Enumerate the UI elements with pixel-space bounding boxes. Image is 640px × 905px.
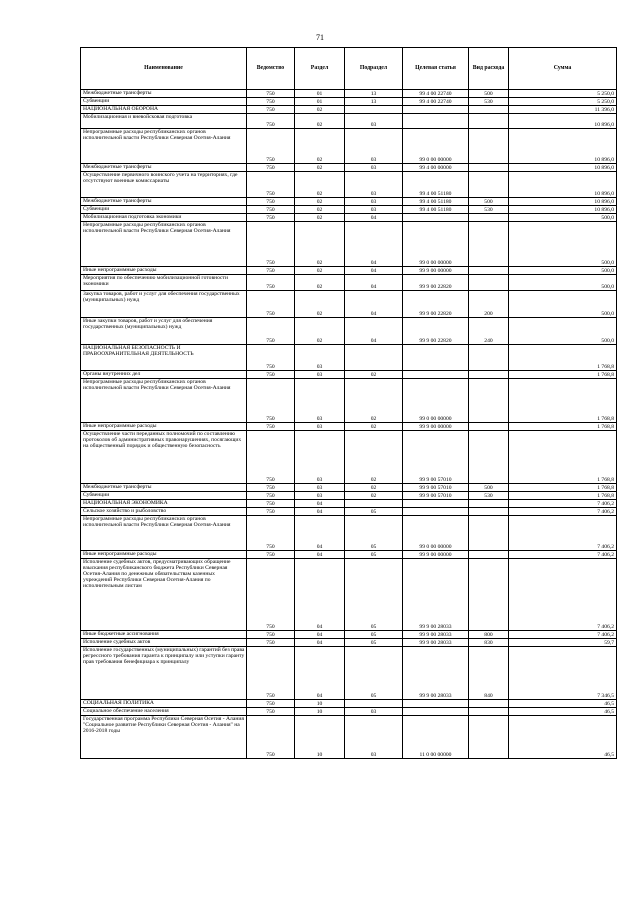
table-row [81,516,617,551]
cell-section: 02 [295,164,345,172]
cell-section: 02 [295,106,345,114]
cell-expense-type [469,700,509,708]
cell-section: 02 [295,114,345,129]
cell-expense-type: 830 [469,639,509,647]
cell-amount: 7 406,2 [509,500,617,508]
cell-subsection: 03 [345,172,403,198]
cell-department: 750 [247,371,295,379]
cell-target-article [403,500,469,508]
table-header-row [81,48,617,90]
cell-expense-type: 500 [469,198,509,206]
cell-name: Социальное обеспечение населения [81,708,247,716]
cell-name: Межбюджетные трансферты [81,198,247,206]
cell-amount: 7 406,2 [509,508,617,516]
cell-subsection: 05 [345,508,403,516]
cell-target-article [403,508,469,516]
cell-department: 750 [247,559,295,631]
cell-expense-type [469,716,509,759]
cell-amount: 7 346,5 [509,647,617,700]
cell-target-article: 99 9 00 28033 [403,631,469,639]
cell-target-article [403,114,469,129]
cell-expense-type [469,508,509,516]
header-name: Наименование [81,48,247,90]
cell-expense-type [469,214,509,222]
table-row [81,345,617,371]
cell-target-article: 99 9 00 28033 [403,559,469,631]
cell-amount: 500,0 [509,214,617,222]
table-row [81,716,617,759]
cell-name: Исполнение судебных актов [81,639,247,647]
cell-name: Субвенции [81,206,247,214]
cell-subsection: 04 [345,318,403,345]
cell-name: Сельское хозяйство и рыболовство [81,508,247,516]
cell-department: 750 [247,431,295,484]
cell-department: 750 [247,206,295,214]
header-section: Раздел [295,48,345,90]
cell-amount: 46,5 [509,716,617,759]
cell-expense-type [469,164,509,172]
cell-target-article [403,214,469,222]
cell-amount: 1 768,8 [509,345,617,371]
cell-expense-type [469,275,509,291]
cell-department: 750 [247,90,295,98]
cell-expense-type: 800 [469,631,509,639]
cell-target-article [403,700,469,708]
cell-name: Органы внутренних дел [81,371,247,379]
cell-amount: 1 768,8 [509,371,617,379]
cell-amount: 500,0 [509,267,617,275]
cell-subsection: 03 [345,198,403,206]
cell-target-article: 99 0 00 00000 [403,222,469,267]
cell-section: 02 [295,318,345,345]
cell-name: Мобилизационная и вневойсковая подготовка [81,114,247,129]
table-row [81,164,617,172]
table-row [81,90,617,98]
cell-section: 04 [295,516,345,551]
cell-section: 03 [295,492,345,500]
cell-amount: 1 768,8 [509,492,617,500]
cell-department: 750 [247,172,295,198]
cell-subsection: 03 [345,164,403,172]
cell-name: Мобилизационная подготовка экономики [81,214,247,222]
cell-name: СОЦИАЛЬНАЯ ПОЛИТИКА [81,700,247,708]
cell-name: НАЦИОНАЛЬНАЯ ОБОРОНА [81,106,247,114]
cell-expense-type [469,559,509,631]
cell-subsection [345,700,403,708]
cell-amount: 500,0 [509,318,617,345]
cell-section: 04 [295,559,345,631]
cell-expense-type: 200 [469,291,509,318]
cell-department: 750 [247,291,295,318]
cell-name: Мероприятия по обеспечению мобилизационной готовности экономики [81,275,247,291]
cell-target-article: 99 9 00 22820 [403,318,469,345]
cell-subsection: 13 [345,98,403,106]
table-row [81,222,617,267]
cell-section: 04 [295,631,345,639]
cell-department: 750 [247,275,295,291]
table-row [81,492,617,500]
cell-subsection [345,345,403,371]
cell-section: 03 [295,345,345,371]
cell-target-article [403,371,469,379]
table-row [81,114,617,129]
table-row [81,291,617,318]
cell-department: 750 [247,551,295,559]
header-target-article: Целевая статья [403,48,469,90]
cell-amount: 59,7 [509,639,617,647]
cell-expense-type [469,371,509,379]
cell-department: 750 [247,639,295,647]
cell-amount: 10 896,0 [509,206,617,214]
cell-target-article: 99 4 00 51180 [403,206,469,214]
cell-section: 02 [295,198,345,206]
cell-expense-type [469,379,509,423]
cell-section: 02 [295,172,345,198]
table-row [81,500,617,508]
cell-name: Непрограммные расходы республиканских органов исполнительной власти Республики Северная Осетия-Алания [81,379,247,423]
cell-target-article: 99 4 00 51180 [403,172,469,198]
cell-subsection: 02 [345,379,403,423]
cell-name: Иные непрограммные расходы [81,267,247,275]
table-row [81,551,617,559]
cell-section: 10 [295,716,345,759]
table-row [81,206,617,214]
cell-subsection: 04 [345,222,403,267]
cell-name: Непрограммные расходы республиканских органов исполнительной власти Республики Северная Осетия-Алания [81,516,247,551]
cell-subsection: 04 [345,214,403,222]
table-row [81,275,617,291]
cell-subsection: 04 [345,291,403,318]
cell-amount: 10 896,0 [509,164,617,172]
cell-subsection: 03 [345,114,403,129]
cell-expense-type: 240 [469,318,509,345]
cell-amount: 7 406,2 [509,516,617,551]
cell-amount: 500,0 [509,222,617,267]
cell-target-article: 99 4 00 22740 [403,98,469,106]
cell-expense-type [469,106,509,114]
cell-target-article [403,106,469,114]
cell-section: 04 [295,639,345,647]
cell-expense-type: 530 [469,98,509,106]
cell-section: 02 [295,267,345,275]
cell-amount: 10 896,0 [509,198,617,206]
cell-target-article: 99 0 00 00000 [403,516,469,551]
cell-department: 750 [247,222,295,267]
header-department: Ведомство [247,48,295,90]
cell-amount: 7 406,2 [509,559,617,631]
cell-name: Исполнение государственных (муниципальных) гарантий без права регрессного требования гаранта к принципалу или уступки гаранту прав требования бенефициара к принципалу [81,647,247,700]
cell-amount: 7 406,2 [509,631,617,639]
cell-department: 750 [247,508,295,516]
cell-target-article: 99 0 00 00000 [403,129,469,164]
cell-expense-type: 500 [469,90,509,98]
cell-section: 02 [295,206,345,214]
cell-section: 02 [295,291,345,318]
cell-target-article: 99 9 00 28033 [403,647,469,700]
budget-table [80,47,617,759]
cell-department: 750 [247,516,295,551]
table-row [81,639,617,647]
cell-section: 10 [295,708,345,716]
cell-section: 02 [295,129,345,164]
cell-department: 750 [247,708,295,716]
cell-amount: 1 768,8 [509,431,617,484]
cell-subsection: 02 [345,431,403,484]
cell-expense-type [469,345,509,371]
table-row [81,631,617,639]
cell-expense-type [469,129,509,164]
cell-name: Непрограммные расходы республиканских органов исполнительной власти Республики Северная Осетия-Алания [81,222,247,267]
table-row [81,267,617,275]
cell-subsection: 05 [345,639,403,647]
cell-subsection: 05 [345,516,403,551]
cell-subsection: 02 [345,484,403,492]
cell-department: 750 [247,484,295,492]
cell-department: 750 [247,318,295,345]
cell-section: 01 [295,98,345,106]
cell-department: 750 [247,98,295,106]
cell-section: 02 [295,275,345,291]
cell-name: Иные непрограммные расходы [81,551,247,559]
cell-name: Межбюджетные трансферты [81,90,247,98]
cell-expense-type [469,267,509,275]
cell-expense-type [469,516,509,551]
cell-target-article: 99 4 00 51180 [403,198,469,206]
page-number: 71 [316,33,324,42]
cell-expense-type [469,423,509,431]
cell-department: 750 [247,114,295,129]
cell-expense-type: 530 [469,492,509,500]
cell-amount: 10 896,0 [509,172,617,198]
cell-target-article: 11 0 00 00000 [403,716,469,759]
cell-subsection [345,500,403,508]
cell-amount: 7 406,2 [509,551,617,559]
cell-name: НАЦИОНАЛЬНАЯ БЕЗОПАСНОСТЬ И ПРАВООХРАНИТЕЛЬНАЯ ДЕЯТЕЛЬНОСТЬ [81,345,247,371]
cell-name: НАЦИОНАЛЬНАЯ ЭКОНОМИКА [81,500,247,508]
cell-name: Закупка товаров, работ и услуг для обеспечения государственных (муниципальных) нужд [81,291,247,318]
cell-department: 750 [247,345,295,371]
cell-subsection: 03 [345,129,403,164]
table-row [81,106,617,114]
header-expense-type: Вид расхода [469,48,509,90]
cell-department: 750 [247,164,295,172]
cell-target-article: 99 9 00 57010 [403,484,469,492]
cell-subsection: 02 [345,492,403,500]
cell-department: 750 [247,716,295,759]
cell-name: Государственная программа Республики Северная Осетия - Алания "Социальное развитие Республики Северная Осетия - Алания" на 2016-2018 годы [81,716,247,759]
table-row [81,379,617,423]
table-row [81,647,617,700]
cell-subsection: 03 [345,708,403,716]
table-row [81,708,617,716]
cell-name: Непрограммные расходы республиканских органов исполнительной власти Республики Северная Осетия-Алания [81,129,247,164]
table-row [81,318,617,345]
cell-target-article: 99 4 00 00000 [403,164,469,172]
cell-target-article: 99 4 00 22740 [403,90,469,98]
cell-name: Исполнение судебных актов, предусматривающих обращение взыскания республиканского бюджета Республики Северная Осетия-Алания по денежным обязательствам казенных учреждений Республики Северная Осетия-Алания по исполнительным листам [81,559,247,631]
cell-amount: 5 250,0 [509,90,617,98]
table-row [81,484,617,492]
table-row [81,508,617,516]
table-row [81,431,617,484]
cell-amount: 46,5 [509,700,617,708]
cell-section: 03 [295,423,345,431]
cell-expense-type: 530 [469,206,509,214]
cell-name: Межбюджетные трансферты [81,484,247,492]
cell-amount: 500,0 [509,291,617,318]
cell-department: 750 [247,129,295,164]
cell-target-article: 99 9 00 00000 [403,423,469,431]
header-subsection: Подраздел [345,48,403,90]
cell-target-article: 99 9 00 28033 [403,639,469,647]
cell-amount: 500,0 [509,275,617,291]
table-row [81,423,617,431]
cell-section: 04 [295,647,345,700]
cell-section: 04 [295,551,345,559]
cell-subsection: 13 [345,90,403,98]
table-row [81,371,617,379]
cell-expense-type [469,708,509,716]
cell-amount: 5 250,0 [509,98,617,106]
cell-department: 750 [247,500,295,508]
cell-name: Межбюджетные трансферты [81,164,247,172]
cell-section: 03 [295,484,345,492]
cell-expense-type: 840 [469,647,509,700]
cell-subsection: 05 [345,551,403,559]
table-row [81,214,617,222]
cell-amount: 10 896,0 [509,129,617,164]
cell-target-article: 99 9 00 22820 [403,291,469,318]
cell-department: 750 [247,267,295,275]
cell-expense-type [469,114,509,129]
cell-amount: 1 768,8 [509,484,617,492]
table-row [81,198,617,206]
cell-department: 750 [247,423,295,431]
cell-name: Осуществление части переданных полномочий по составлению протоколов об административных правонарушениях, посягающих на общественный порядок и общественную безопасность [81,431,247,484]
table-row [81,129,617,164]
cell-section: 03 [295,371,345,379]
cell-department: 750 [247,198,295,206]
cell-section: 02 [295,214,345,222]
cell-subsection: 02 [345,371,403,379]
cell-department: 750 [247,631,295,639]
cell-subsection: 04 [345,267,403,275]
cell-name: Иные непрограммные расходы [81,423,247,431]
cell-department: 750 [247,106,295,114]
cell-subsection: 05 [345,647,403,700]
cell-name: Осуществление первичного воинского учета на территориях, где отсутствуют военные комиссариаты [81,172,247,198]
cell-subsection: 05 [345,631,403,639]
table-row [81,700,617,708]
cell-expense-type [469,551,509,559]
cell-amount: 1 768,8 [509,423,617,431]
cell-target-article: 99 0 00 00000 [403,379,469,423]
cell-target-article: 99 9 00 00000 [403,551,469,559]
cell-target-article: 99 9 00 22820 [403,275,469,291]
cell-amount: 46,5 [509,708,617,716]
cell-target-article: 99 9 00 57010 [403,431,469,484]
cell-subsection: 03 [345,716,403,759]
cell-subsection [345,106,403,114]
cell-section: 01 [295,90,345,98]
cell-amount: 11 396,0 [509,106,617,114]
table-body [81,90,617,759]
cell-department: 750 [247,379,295,423]
cell-expense-type: 500 [469,484,509,492]
cell-subsection: 03 [345,206,403,214]
cell-target-article [403,345,469,371]
table-row [81,559,617,631]
cell-name: Иные бюджетные ассигнования [81,631,247,639]
cell-department: 750 [247,700,295,708]
cell-name: Иные закупки товаров, работ и услуг для обеспечения государственных (муниципальных) нужд [81,318,247,345]
cell-expense-type [469,222,509,267]
cell-subsection: 02 [345,423,403,431]
cell-section: 03 [295,431,345,484]
cell-expense-type [469,500,509,508]
cell-name: Субвенции [81,492,247,500]
cell-section: 03 [295,379,345,423]
cell-subsection: 05 [345,559,403,631]
cell-department: 750 [247,647,295,700]
cell-name: Субвенции [81,98,247,106]
table-row [81,98,617,106]
header-amount: Сумма [509,48,617,90]
cell-department: 750 [247,214,295,222]
cell-amount: 1 768,8 [509,379,617,423]
cell-section: 10 [295,700,345,708]
cell-section: 02 [295,222,345,267]
table-row [81,172,617,198]
cell-target-article: 99 9 00 57010 [403,492,469,500]
cell-section: 04 [295,508,345,516]
cell-expense-type [469,431,509,484]
cell-target-article [403,708,469,716]
cell-department: 750 [247,492,295,500]
cell-target-article: 99 9 00 00000 [403,267,469,275]
cell-subsection: 04 [345,275,403,291]
cell-section: 04 [295,500,345,508]
cell-amount: 10 896,0 [509,114,617,129]
cell-expense-type [469,172,509,198]
